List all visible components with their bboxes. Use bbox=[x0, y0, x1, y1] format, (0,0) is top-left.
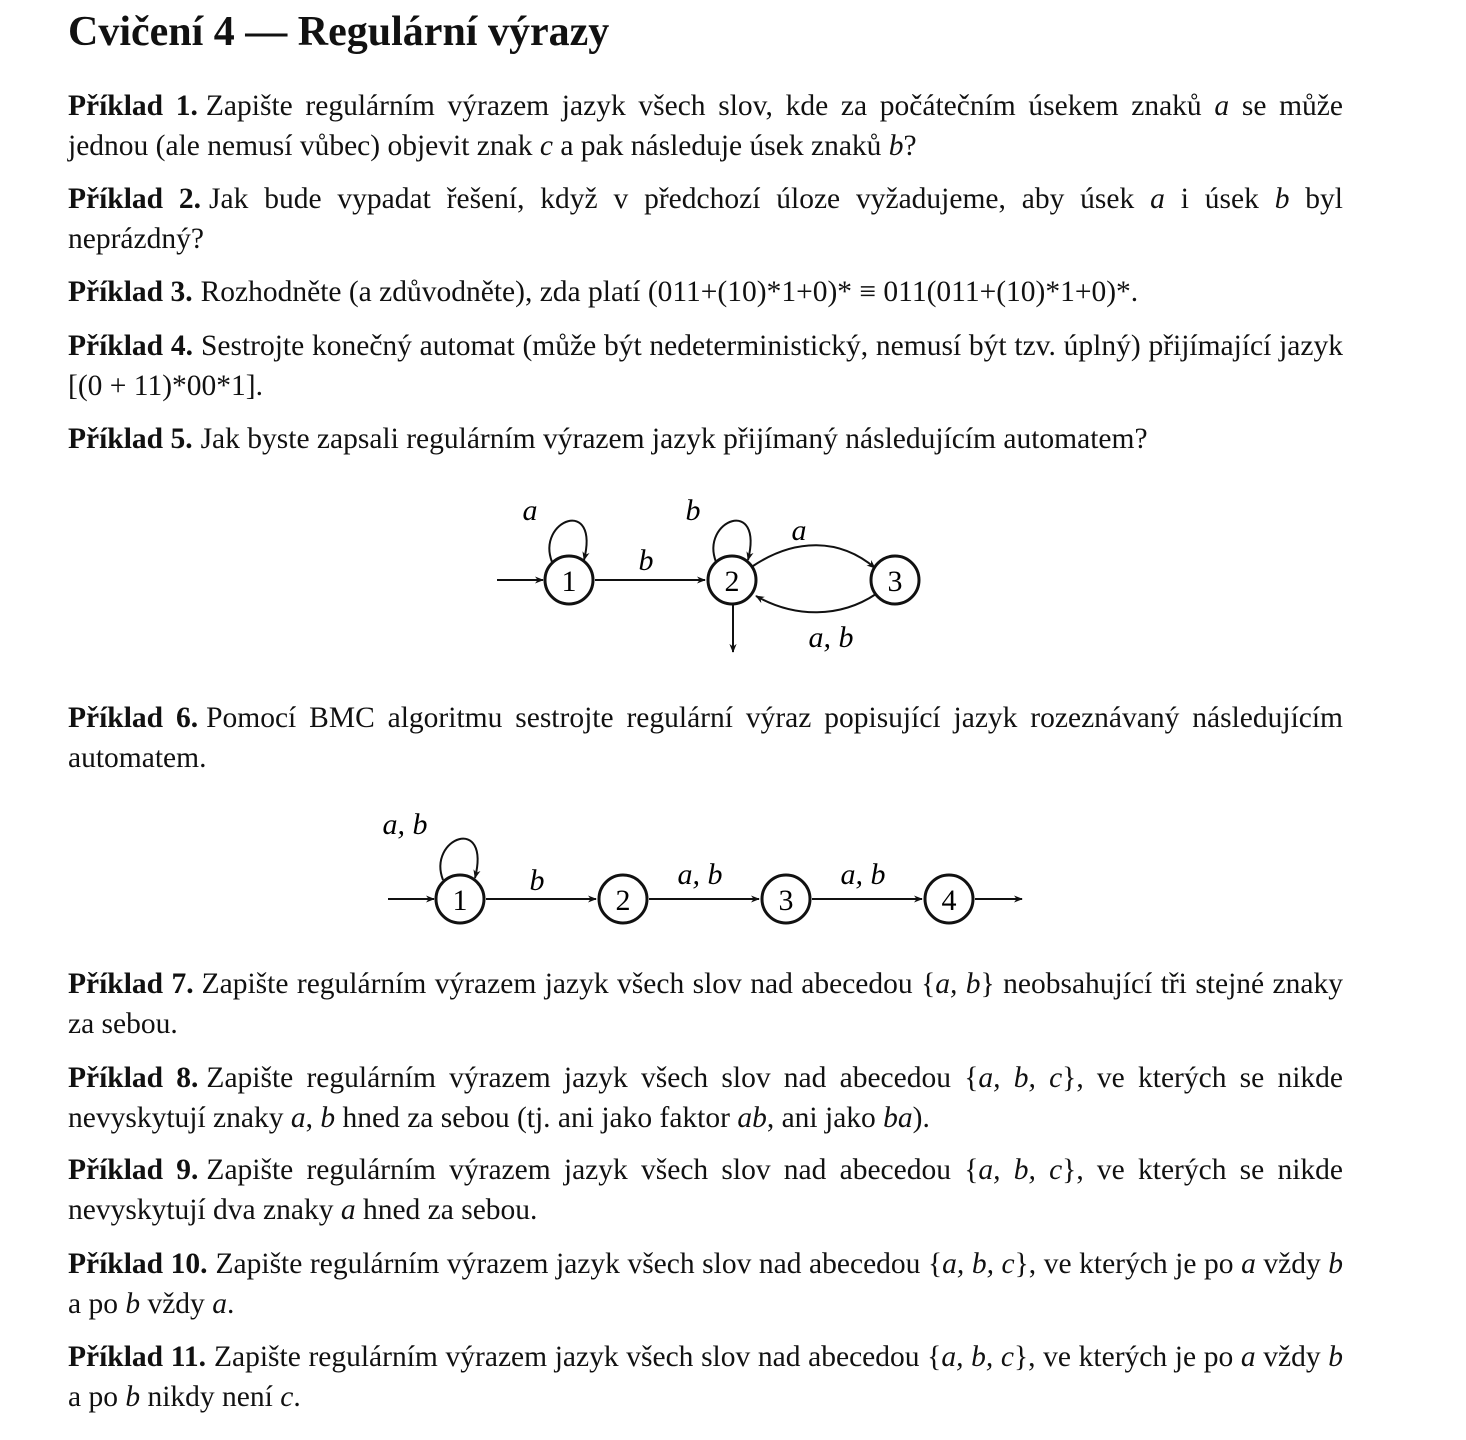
math-symbol: b bbox=[888, 130, 904, 162]
exercise-label: Příklad 3. bbox=[68, 276, 193, 308]
page-title: Cvičení 4 — Regulární výrazy bbox=[68, 9, 610, 55]
exercise-8 bbox=[68, 1058, 1343, 1138]
edge-label: a, b bbox=[840, 858, 886, 891]
exercise-text: , bbox=[305, 1102, 321, 1134]
math-symbol: c bbox=[280, 1381, 294, 1413]
exercise-9 bbox=[68, 1150, 1343, 1230]
math-symbol: a, b, c bbox=[978, 1062, 1063, 1094]
exercise-10 bbox=[68, 1244, 1343, 1324]
exercise-text: Jak bude vypadat řešení, když v předchozí úloze vyžadujeme, aby úsek bbox=[209, 183, 1151, 215]
edge-label: a, b bbox=[677, 858, 723, 891]
exercise-text: ? bbox=[903, 130, 917, 162]
exercise-text: a po bbox=[68, 1381, 126, 1413]
exercise-text: Pomocí BMC algoritmu sestrojte regulární výraz popisující jazyk rozeznávaný následujícím automatem. bbox=[68, 702, 1343, 774]
edge-label: b bbox=[685, 494, 701, 527]
math-symbol: b bbox=[1274, 183, 1290, 215]
exercise-text: i úsek bbox=[1164, 183, 1275, 215]
exercise-text: Rozhodněte (a zdůvodněte), zda platí (011+(10)*1+0)* ≡ 011(011+(10)*1+0)*. bbox=[200, 276, 1139, 308]
exercise-label: Příklad 1. bbox=[68, 90, 198, 122]
exercise-text: Zapište regulárním výrazem jazyk všech slov nad abecedou { bbox=[215, 1248, 943, 1280]
math-symbol: c bbox=[539, 130, 553, 162]
exercise-label: Příklad 6. bbox=[68, 702, 199, 734]
exercise-text: hned za sebou (tj. ani jako faktor bbox=[335, 1102, 738, 1134]
math-symbol: b bbox=[1328, 1248, 1344, 1280]
exercise-label: Příklad 8. bbox=[68, 1062, 199, 1094]
math-symbol: a bbox=[340, 1194, 356, 1226]
exercise-text: hned za sebou. bbox=[355, 1194, 538, 1226]
math-symbol: a bbox=[212, 1288, 227, 1320]
math-symbol: b bbox=[125, 1288, 141, 1320]
exercise-text: }, ve kterých je po bbox=[1014, 1248, 1242, 1280]
exercise-label: Příklad 4. bbox=[68, 330, 193, 362]
exercise-text: Zapište regulárním výrazem jazyk všech slov nad abecedou { bbox=[213, 1341, 942, 1373]
math-symbol: b bbox=[125, 1381, 141, 1413]
exercise-text: . bbox=[226, 1288, 235, 1320]
exercise-label: Příklad 5. bbox=[68, 423, 193, 455]
exercise-label: Příklad 2. bbox=[68, 183, 202, 215]
exercise-text: , ani jako bbox=[766, 1102, 884, 1134]
exercise-7 bbox=[68, 964, 1343, 1044]
state-label: 3 bbox=[887, 565, 903, 598]
edge-label: a, b bbox=[382, 808, 428, 841]
edge-label: a, b bbox=[808, 621, 854, 654]
exercise-text: byl neprázdný? bbox=[68, 183, 1343, 255]
exercise-text: }, ve kterých je po bbox=[1013, 1341, 1241, 1373]
exercise-text: Zapište regulárním výrazem jazyk všech slov nad abecedou { bbox=[201, 968, 936, 1000]
state-label: 1 bbox=[452, 884, 468, 917]
math-symbol: a, b, c bbox=[941, 1341, 1014, 1373]
state-label: 1 bbox=[561, 565, 577, 598]
math-symbol: a, b, c bbox=[942, 1248, 1015, 1280]
math-symbol: a bbox=[1240, 1341, 1256, 1373]
math-symbol: a bbox=[290, 1102, 306, 1134]
exercise-text: Sestrojte konečný automat (může být nedeterministický, nemusí být tzv. úplný) přijímající jazyk [(0 + 11)*00*1]. bbox=[68, 330, 1343, 402]
state-label: 2 bbox=[724, 565, 740, 598]
exercise-text: Jak byste zapsali regulárním výrazem jazyk přijímaný následujícím automatem? bbox=[200, 423, 1148, 455]
edge-label: a bbox=[522, 494, 538, 527]
exercise-text: Zapište regulárním výrazem jazyk všech slov, kde za počátečním úsekem znaků bbox=[205, 90, 1215, 122]
exercise-label: Příklad 11. bbox=[68, 1341, 206, 1373]
edge-label: b bbox=[529, 864, 545, 897]
exercise-label: Příklad 10. bbox=[68, 1248, 208, 1280]
math-symbol: ba bbox=[883, 1102, 913, 1134]
math-symbol: a, b bbox=[935, 968, 981, 1000]
exercise-text: a po bbox=[68, 1288, 126, 1320]
exercise-text: vždy bbox=[1255, 1248, 1329, 1280]
exercise-label: Příklad 7. bbox=[68, 968, 194, 1000]
math-symbol: a bbox=[1214, 90, 1230, 122]
exercise-text: ). bbox=[912, 1102, 930, 1134]
exercise-text: Zapište regulárním výrazem jazyk všech slov nad abecedou { bbox=[206, 1062, 979, 1094]
exercise-text: vždy bbox=[1255, 1341, 1329, 1373]
math-symbol: b bbox=[1328, 1341, 1344, 1373]
exercise-text: vždy bbox=[140, 1288, 213, 1320]
exercise-text: Zapište regulárním výrazem jazyk všech slov nad abecedou { bbox=[206, 1154, 979, 1186]
exercise-text: nikdy není bbox=[140, 1381, 281, 1413]
math-symbol: a bbox=[1150, 183, 1165, 215]
exercise-text: . bbox=[293, 1381, 301, 1413]
exercise-text: }, ve kterých se nikde nevyskytují dva znaky bbox=[68, 1154, 1344, 1226]
math-symbol: a, b, c bbox=[978, 1154, 1063, 1186]
exercise-text: se může jednou (ale nemusí vůbec) objevit znak bbox=[68, 90, 1343, 162]
math-symbol: ab bbox=[737, 1102, 767, 1134]
math-symbol: a bbox=[1241, 1248, 1256, 1280]
exercise-label: Příklad 9. bbox=[68, 1154, 199, 1186]
state-label: 4 bbox=[941, 884, 957, 917]
state-label: 2 bbox=[615, 884, 631, 917]
exercise-text: a pak následuje úsek znaků bbox=[552, 130, 889, 162]
exercise-text: }, ve kterých se nikde nevyskytují znaky bbox=[68, 1062, 1344, 1134]
exercise-text: } neobsahující tři stejné znaky za sebou. bbox=[68, 968, 1343, 1040]
edge-label: b bbox=[638, 544, 654, 577]
edge-label: a bbox=[791, 514, 807, 547]
state-label: 3 bbox=[778, 884, 794, 917]
math-symbol: b bbox=[320, 1102, 336, 1134]
exercise-11 bbox=[68, 1337, 1343, 1417]
